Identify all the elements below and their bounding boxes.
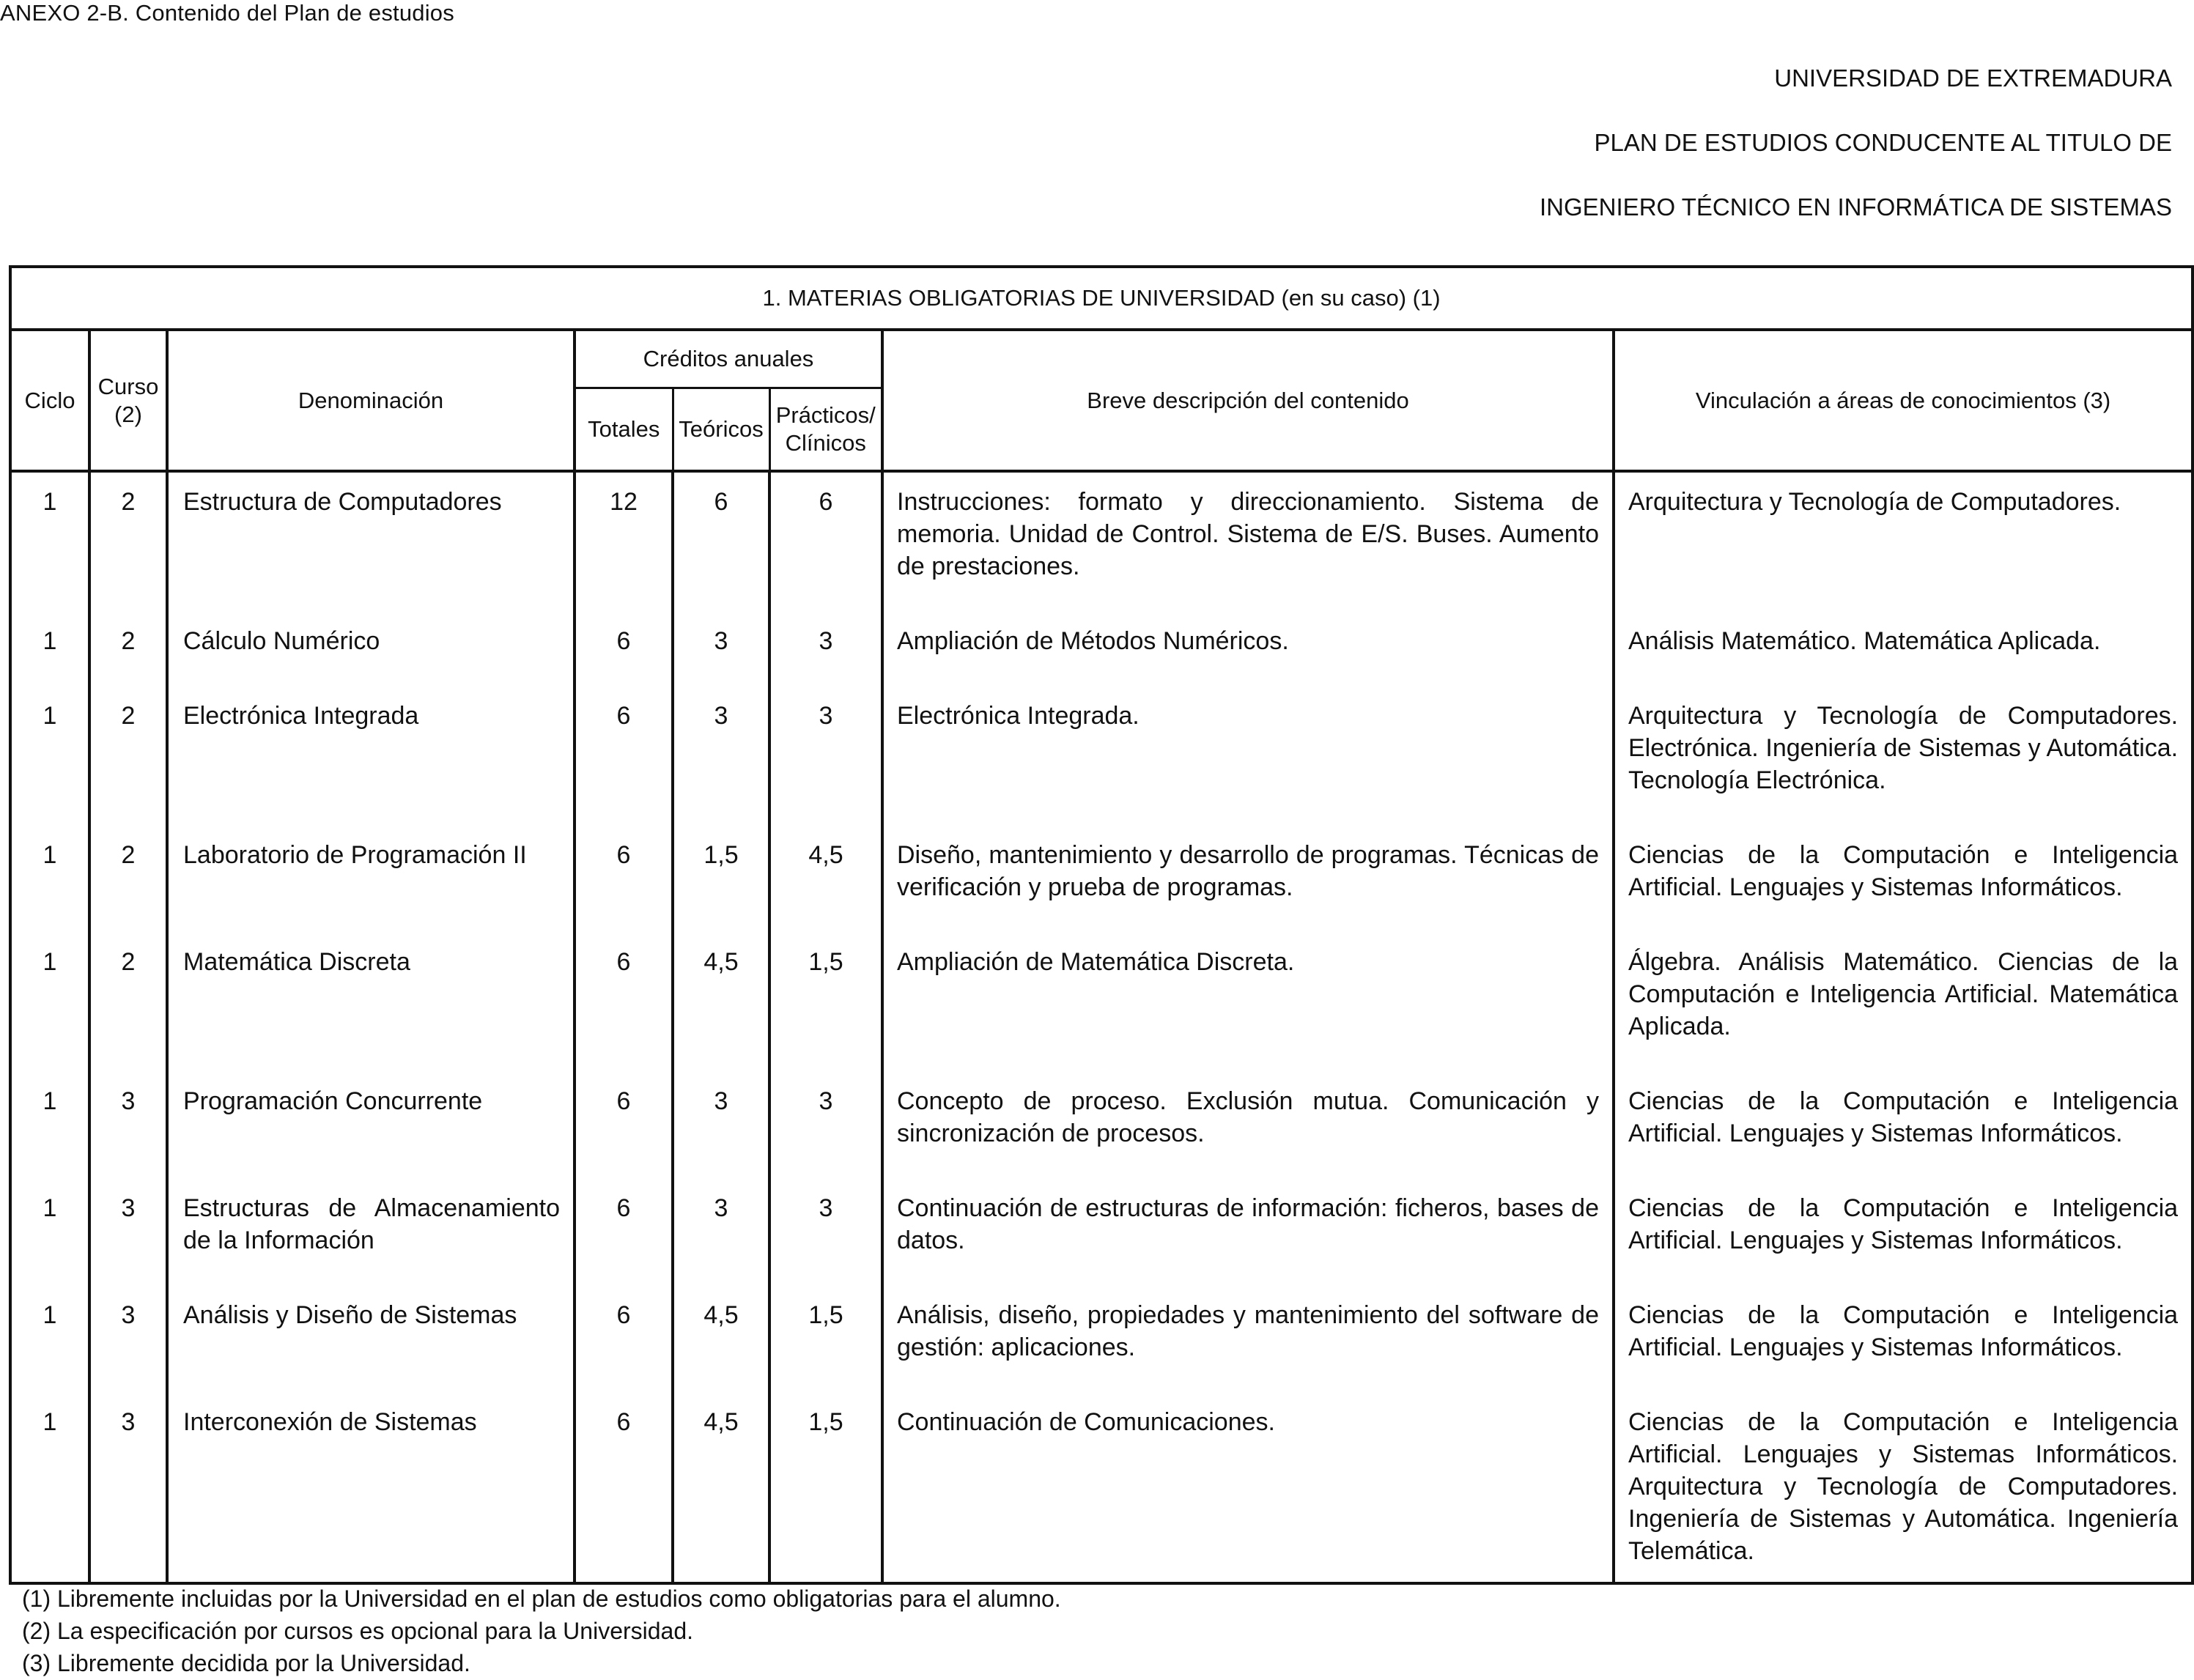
cell-vinculacion: Ciencias de la Computación e Inteligencia Artificial. Lenguajes y Sistemas Informáticos. Arquitectura y Tecnología de Computadores. Ingeniería de Sistemas y Automática. Ingeniería Telemática. bbox=[1628, 1408, 2179, 1565]
cell-vinculacion: Álgebra. Análisis Matemático. Ciencias de la Computación e Inteligencia Artificial. Matemática Aplicada. bbox=[1628, 948, 2179, 1040]
cell-practicos: 4,5 bbox=[769, 826, 882, 933]
cell-ciclo: 1 bbox=[10, 826, 89, 933]
cell-totales: 6 bbox=[575, 1393, 673, 1583]
cell-practicos: 6 bbox=[769, 471, 882, 612]
cell-denominacion: Estructura de Computadores bbox=[167, 471, 575, 612]
cell-descripcion: Ampliación de Métodos Numéricos. bbox=[882, 612, 1614, 687]
cell-curso: 3 bbox=[89, 1286, 167, 1393]
cell-practicos: 3 bbox=[769, 1179, 882, 1286]
cell-descripcion: Análisis, diseño, propiedades y mantenimiento del software de gestión: aplicaciones. bbox=[882, 1286, 1614, 1393]
col-header-denominacion: Denominación bbox=[167, 330, 575, 471]
cell-totales: 6 bbox=[575, 687, 673, 826]
cell-denominacion: Matemática Discreta bbox=[167, 933, 575, 1072]
annex-title: ANEXO 2-B. Contenido del Plan de estudios bbox=[0, 0, 454, 26]
degree-title: INGENIERO TÉCNICO EN INFORMÁTICA DE SISTEMAS bbox=[1540, 193, 2172, 221]
cell-totales: 12 bbox=[575, 471, 673, 612]
cell-descripcion: Concepto de proceso. Exclusión mutua. Comunicación y sincronización de procesos. bbox=[882, 1072, 1614, 1179]
cell-curso: 3 bbox=[89, 1179, 167, 1286]
table-row bbox=[10, 933, 2193, 1072]
cell-descripcion: Continuación de Comunicaciones. bbox=[882, 1393, 1614, 1583]
col-header-curso: Curso (2) bbox=[89, 330, 167, 471]
cell-curso: 2 bbox=[89, 933, 167, 1072]
cell-totales: 6 bbox=[575, 1179, 673, 1286]
cell-curso: 2 bbox=[89, 687, 167, 826]
col-header-totales: Totales bbox=[575, 388, 673, 472]
table-row bbox=[10, 1393, 2193, 1583]
cell-teoricos: 4,5 bbox=[673, 1393, 769, 1583]
table-row bbox=[10, 687, 2193, 826]
cell-ciclo: 1 bbox=[10, 1072, 89, 1179]
cell-vinculacion: Ciencias de la Computación e Inteligencia Artificial. Lenguajes y Sistemas Informáticos. bbox=[1628, 1194, 2179, 1254]
cell-totales: 6 bbox=[575, 1286, 673, 1393]
cell-teoricos: 3 bbox=[673, 612, 769, 687]
cell-teoricos: 3 bbox=[673, 1179, 769, 1286]
cell-ciclo: 1 bbox=[10, 687, 89, 826]
footnote-2: (2) La especificación por cursos es opcional para la Universidad. bbox=[22, 1618, 694, 1644]
document-header bbox=[1540, 60, 2172, 254]
table-row bbox=[10, 826, 2193, 933]
col-header-descripcion: Breve descripción del contenido bbox=[882, 330, 1614, 471]
cell-curso: 3 bbox=[89, 1072, 167, 1179]
cell-denominacion: Cálculo Numérico bbox=[167, 612, 575, 687]
cell-curso: 2 bbox=[89, 826, 167, 933]
cell-denominacion: Programación Concurrente bbox=[167, 1072, 575, 1179]
col-header-practicos: Prácticos/ Clínicos bbox=[769, 388, 882, 472]
footnotes bbox=[22, 1583, 1061, 1679]
cell-vinculacion: Ciencias de la Computación e Inteligencia Artificial. Lenguajes y Sistemas Informáticos. bbox=[1628, 1301, 2179, 1361]
cell-vinculacion: Ciencias de la Computación e Inteligencia Artificial. Lenguajes y Sistemas Informáticos. bbox=[1628, 841, 2179, 901]
cell-teoricos: 3 bbox=[673, 687, 769, 826]
cell-totales: 6 bbox=[575, 1072, 673, 1179]
cell-teoricos: 4,5 bbox=[673, 1286, 769, 1393]
table-row bbox=[10, 1286, 2193, 1393]
col-header-teoricos: Teóricos bbox=[673, 388, 769, 472]
cell-teoricos: 6 bbox=[673, 471, 769, 612]
cell-curso: 2 bbox=[89, 612, 167, 687]
cell-descripcion: Continuación de estructuras de información: ficheros, bases de datos. bbox=[882, 1179, 1614, 1286]
curriculum-table-wrapper bbox=[9, 265, 2191, 1585]
cell-ciclo: 1 bbox=[10, 1179, 89, 1286]
table-row bbox=[10, 612, 2193, 687]
cell-totales: 6 bbox=[575, 933, 673, 1072]
cell-teoricos: 3 bbox=[673, 1072, 769, 1179]
cell-vinculacion: Ciencias de la Computación e Inteligencia Artificial. Lenguajes y Sistemas Informáticos. bbox=[1628, 1087, 2179, 1147]
table-row bbox=[10, 471, 2193, 612]
cell-practicos: 1,5 bbox=[769, 1393, 882, 1583]
cell-descripcion: Diseño, mantenimiento y desarrollo de programas. Técnicas de verificación y prueba de programas. bbox=[882, 826, 1614, 933]
col-header-ciclo: Ciclo bbox=[10, 330, 89, 471]
cell-teoricos: 4,5 bbox=[673, 933, 769, 1072]
cell-ciclo: 1 bbox=[10, 933, 89, 1072]
cell-descripcion: Instrucciones: formato y direccionamiento. Sistema de memoria. Unidad de Control. Sistema de E/S. Buses. Aumento de prestaciones. bbox=[882, 471, 1614, 612]
table-title: 1. MATERIAS OBLIGATORIAS DE UNIVERSIDAD (en su caso) (1) bbox=[10, 267, 2193, 330]
cell-denominacion: Electrónica Integrada bbox=[167, 687, 575, 826]
col-header-vinculacion: Vinculación a áreas de conocimientos (3) bbox=[1614, 330, 2193, 471]
cell-totales: 6 bbox=[575, 826, 673, 933]
table-row bbox=[10, 1179, 2193, 1286]
cell-vinculacion: Arquitectura y Tecnología de Computadores. bbox=[1628, 488, 2121, 516]
cell-practicos: 1,5 bbox=[769, 933, 882, 1072]
cell-teoricos: 1,5 bbox=[673, 826, 769, 933]
cell-totales: 6 bbox=[575, 612, 673, 687]
cell-descripcion: Ampliación de Matemática Discreta. bbox=[882, 933, 1614, 1072]
table-row bbox=[10, 1072, 2193, 1179]
col-header-creditos: Créditos anuales bbox=[575, 330, 882, 388]
cell-practicos: 3 bbox=[769, 612, 882, 687]
cell-denominacion: Estructuras de Almacenamiento de la Información bbox=[167, 1179, 575, 1286]
footnote-3: (3) Libremente decidida por la Universidad. bbox=[22, 1650, 470, 1676]
university-name: UNIVERSIDAD DE EXTREMADURA bbox=[1774, 64, 2172, 92]
cell-descripcion: Electrónica Integrada. bbox=[882, 687, 1614, 826]
cell-denominacion: Análisis y Diseño de Sistemas bbox=[167, 1286, 575, 1393]
cell-curso: 2 bbox=[89, 471, 167, 612]
cell-ciclo: 1 bbox=[10, 1393, 89, 1583]
footnote-1: (1) Libremente incluidas por la Universidad en el plan de estudios como obligatorias para el alumno. bbox=[22, 1585, 1061, 1612]
cell-practicos: 1,5 bbox=[769, 1286, 882, 1393]
cell-ciclo: 1 bbox=[10, 471, 89, 612]
cell-practicos: 3 bbox=[769, 1072, 882, 1179]
cell-practicos: 3 bbox=[769, 687, 882, 826]
plan-title: PLAN DE ESTUDIOS CONDUCENTE AL TITULO DE bbox=[1594, 129, 2172, 156]
cell-denominacion: Interconexión de Sistemas bbox=[167, 1393, 575, 1583]
curriculum-table bbox=[9, 265, 2194, 1585]
cell-curso: 3 bbox=[89, 1393, 167, 1583]
cell-vinculacion: Análisis Matemático. Matemática Aplicada. bbox=[1628, 627, 2101, 655]
cell-ciclo: 1 bbox=[10, 612, 89, 687]
cell-vinculacion: Arquitectura y Tecnología de Computadores. Electrónica. Ingeniería de Sistemas y Automática. Tecnología Electrónica. bbox=[1628, 702, 2179, 794]
cell-ciclo: 1 bbox=[10, 1286, 89, 1393]
cell-denominacion: Laboratorio de Programación II bbox=[167, 826, 575, 933]
